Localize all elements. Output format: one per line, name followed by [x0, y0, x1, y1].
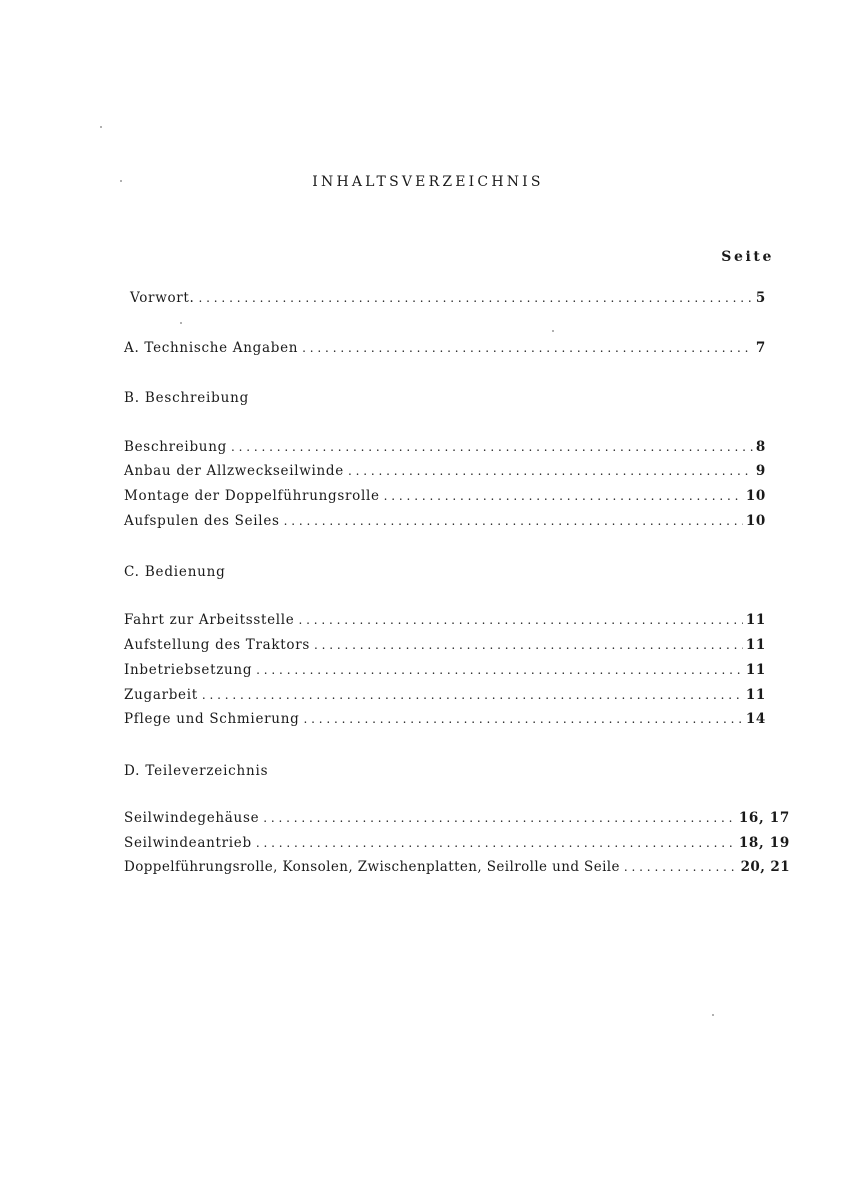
toc-entry-label: Doppelführungsrolle, Konsolen, Zwischenplatten, Seilrolle und Seile — [124, 859, 620, 875]
leader-dots — [284, 514, 743, 528]
toc-entry-label: Aufspulen des Seiles — [124, 513, 280, 529]
toc-entry-label: Seilwindegehäuse — [124, 810, 260, 826]
toc-entry-label: Aufstellung des Traktors — [124, 637, 311, 653]
toc-entry[interactable] — [124, 612, 766, 632]
toc-entry-label: Montage der Doppelführungsrolle — [124, 488, 380, 504]
toc-entry-page: 20, 21 — [740, 859, 790, 875]
leader-dots — [314, 638, 743, 652]
leader-dots — [302, 341, 753, 355]
toc-entry[interactable] — [124, 488, 766, 508]
scan-speck — [180, 322, 182, 324]
scan-speck — [552, 330, 554, 332]
scan-speck — [712, 1014, 714, 1016]
toc-entry-vorwort[interactable] — [130, 290, 766, 310]
toc-entry-label: Beschreibung — [124, 439, 227, 455]
toc-entry-label: Fahrt zur Arbeitsstelle — [124, 612, 295, 628]
toc-entry-page: 14 — [745, 711, 766, 727]
section-heading-d: D. Teileverzeichnis — [124, 763, 269, 779]
toc-entry-label: Anbau der Allzweckseilwinde — [124, 463, 344, 479]
page-column-header: Seite — [721, 249, 774, 265]
toc-entry[interactable] — [124, 463, 766, 483]
toc-entry-label: Zugarbeit — [124, 687, 198, 703]
toc-entry-page: 11 — [745, 612, 766, 628]
toc-entry-label: Pflege und Schmierung — [124, 711, 300, 727]
scan-speck — [120, 180, 122, 182]
toc-entry[interactable] — [124, 662, 766, 682]
toc-entry-page: 18, 19 — [738, 835, 790, 851]
leader-dots — [256, 663, 743, 677]
toc-entry[interactable] — [124, 810, 790, 830]
toc-entry[interactable] — [124, 513, 766, 533]
toc-entry[interactable] — [124, 835, 790, 855]
toc-entry-page: 11 — [745, 687, 766, 703]
leader-dots — [263, 811, 736, 825]
toc-entry-page: 7 — [755, 340, 766, 356]
toc-entry[interactable] — [124, 687, 766, 707]
leader-dots — [256, 836, 736, 850]
toc-entry-page: 8 — [755, 439, 766, 455]
toc-entry-label: A. Technische Angaben — [124, 340, 299, 356]
leader-dots — [303, 712, 742, 726]
section-heading-c: C. Bedienung — [124, 564, 226, 580]
toc-entry[interactable] — [124, 711, 766, 731]
toc-entry-page: 16, 17 — [738, 810, 790, 826]
toc-entry-page: 11 — [745, 662, 766, 678]
leader-dots — [299, 613, 743, 627]
leader-dots — [231, 440, 753, 454]
scan-speck — [100, 126, 102, 128]
toc-entry-label: Seilwindeantrieb — [124, 835, 252, 851]
toc-entry-page: 5 — [755, 290, 766, 306]
toc-entry-technische-angaben[interactable] — [124, 340, 766, 360]
leader-dots — [348, 464, 753, 478]
leader-dots — [202, 688, 743, 702]
leader-dots — [624, 860, 738, 874]
toc-entry-page: 11 — [745, 637, 766, 653]
toc-entry-page: 10 — [745, 513, 766, 529]
page-title: INHALTSVERZEICHNIS — [312, 174, 544, 190]
leader-dots — [384, 489, 743, 503]
toc-entry-label: Inbetriebsetzung — [124, 662, 253, 678]
toc-entry[interactable] — [124, 859, 790, 879]
toc-entry-page: 10 — [745, 488, 766, 504]
toc-entry-page: 9 — [755, 463, 766, 479]
section-heading-b: B. Beschreibung — [124, 390, 250, 406]
toc-entry[interactable] — [124, 637, 766, 657]
leader-dots — [199, 291, 753, 305]
toc-entry-label: Vorwort. — [130, 290, 195, 306]
toc-entry[interactable] — [124, 439, 766, 459]
